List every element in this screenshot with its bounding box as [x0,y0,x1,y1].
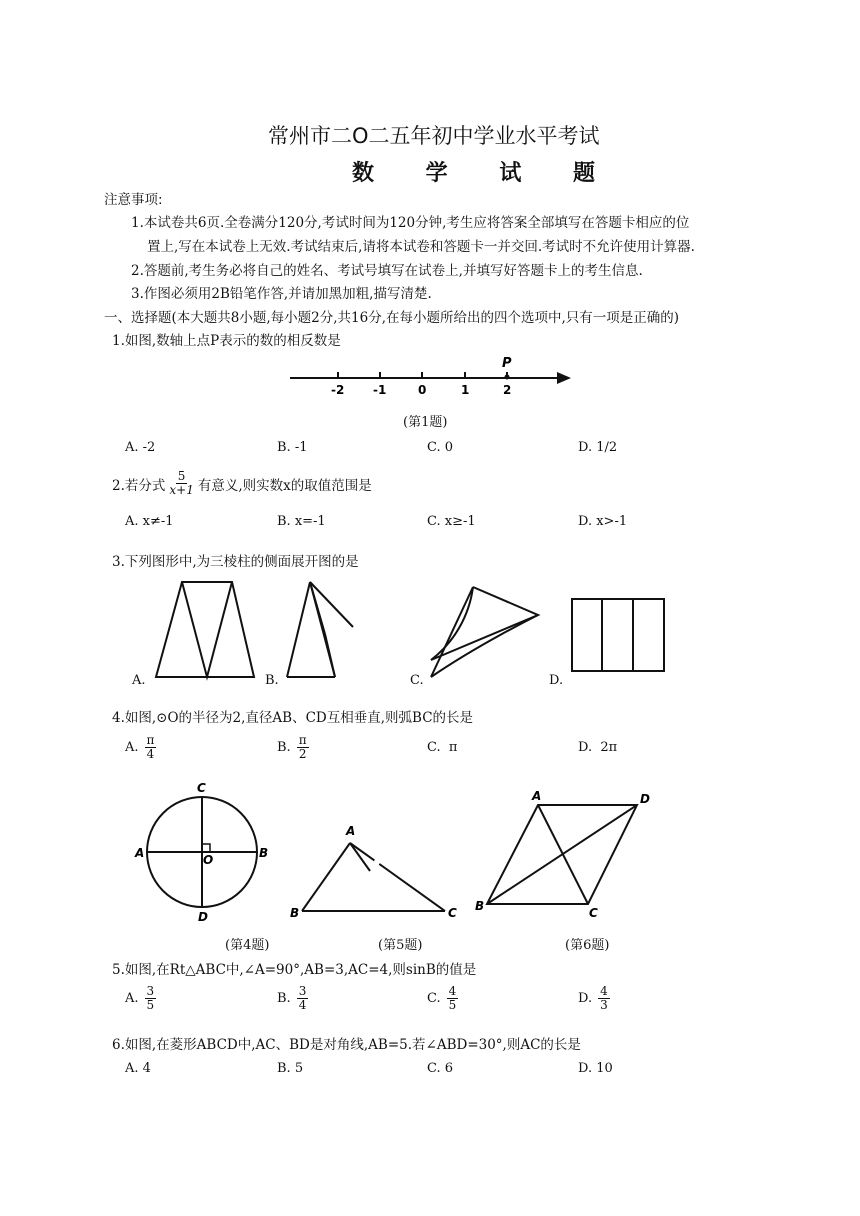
axis-label: -2 [331,383,345,397]
q2-option-b: B. x=-1 [277,514,326,529]
axis-label: 2 [503,383,512,397]
exam-title: 常州市二O二五年初中学业水平考试 [268,124,600,148]
q3-figure-b [287,582,353,677]
q1-caption: (第1题) [403,415,448,430]
fig4-circle [134,781,268,924]
q1-option-d: D. 1/2 [578,440,618,455]
q3-label-b: B. [265,673,279,688]
q6-option-c: C. 6 [427,1061,454,1076]
q3-label-d: D. [549,673,564,688]
fig6-rhombus [475,789,650,920]
notice-item3: 3.作图必须用2B铅笔作答,并请加黑加粗,描写清楚. [131,286,432,302]
q3-figure-d [572,599,664,671]
svg-text:C: C [589,906,598,920]
q2-option-d: D. x>-1 [578,514,628,529]
svg-text:A: A [346,824,356,838]
q3-figures [120,572,680,692]
fig5-caption: (第5题) [378,938,423,953]
q1-option-a: A. -2 [125,440,156,455]
q4-option-b: B. $\frac{\pi}{2}$ [277,733,307,761]
q5-option-c: C. $\frac{4}{5}$ [427,984,457,1012]
svg-text:O: O [203,853,214,867]
number-line-arrow [557,372,571,384]
q5-option-d: D. $\frac{4}{3}$ [578,984,608,1012]
svg-text:B: B [290,906,300,920]
q2-fraction [167,470,195,497]
q2-option-a: A. x≠-1 [125,514,174,529]
axis-label: -1 [373,383,387,397]
q4-option-c: C. π [427,740,458,755]
q1-stem: 1.如图,数轴上点P表示的数的相反数是 [112,333,341,349]
q4-stem: 4.如图,⊙O的半径为2,直径AB、CD互相垂直,则弧BC的长是 [112,710,474,726]
q3-stem: 3.下列图形中,为三棱柱的侧面展开图的是 [112,554,359,570]
q3-label-c: C. [410,673,424,688]
q4-option-d: D. 2π [578,740,618,755]
q5-option-b: B. $\frac{3}{4}$ [277,984,307,1012]
q6-option-b: B. 5 [277,1061,304,1076]
fig4-caption: (第4题) [225,938,270,953]
svg-text:D: D [198,910,208,924]
q2-frac-num: 5 [177,469,186,483]
q2-option-c: C. x≥-1 [427,514,476,529]
q1-option-c: C. 0 [427,440,454,455]
svg-text:C: C [197,781,206,795]
q5-stem: 5.如图,在Rt△ABC中,∠A=90°,AB=3,AC=4,则sinB的值是 [112,962,477,978]
q2-stem [112,470,372,497]
q1-option-b: B. -1 [277,440,308,455]
fig5-triangle [290,824,457,920]
q2-stem-pre: 2.若分式 [112,477,166,494]
notice-item1-line1: 1.本试卷共6页.全卷满分120分,考试时间为120分钟,考生应将答案全部填写在答题卡相应的位 [131,215,690,231]
exam-subtitle: 数 学 试 题 [352,161,617,186]
q5-option-a: A. $\frac{3}{5}$ [125,984,155,1012]
point-p-label: P [502,356,512,371]
q4-q6-figures [130,775,690,930]
section1-heading: 一、选择题(本大题共8小题,每小题2分,共16分,在每小题所给出的四个选项中,只有一项是正确的) [104,310,680,326]
q6-option-a: A. 4 [125,1061,151,1076]
notice-item2: 2.答题前,考生务必将自己的姓名、考试号填写在试卷上,并填写好答题卡上的考生信息. [131,263,643,279]
fig6-caption: (第6题) [565,938,610,953]
q6-stem: 6.如图,在菱形ABCD中,AC、BD是对角线,AB=5.若∠ABD=30°,则AC的长是 [112,1037,581,1053]
q3-label-a: A. [132,673,146,688]
q4-option-a: A. $\frac{\pi}{4}$ [125,733,155,761]
svg-text:A: A [135,846,145,860]
q6-option-d: D. 10 [578,1061,613,1076]
notice-heading: 注意事项: [104,192,163,208]
svg-text:A: A [532,789,542,803]
axis-label: 0 [418,383,427,397]
point-p-marker [505,375,510,380]
svg-text:B: B [259,846,269,860]
q2-stem-post: 有意义,则实数x的取值范围是 [197,477,372,494]
svg-text:D: D [640,792,650,806]
q3-figure-a [156,582,254,677]
q3-figure-c [431,587,538,677]
svg-text:B: B [475,899,485,913]
axis-label: 1 [461,383,470,397]
q2-frac-den: x+1 [169,483,194,497]
notice-item1-line2: 置上,写在本试卷上无效.考试结束后,请将本试卷和答题卡一并交回.考试时不允许使用计算器. [147,239,695,255]
svg-text:C: C [448,906,457,920]
q1-number-line [285,352,585,400]
